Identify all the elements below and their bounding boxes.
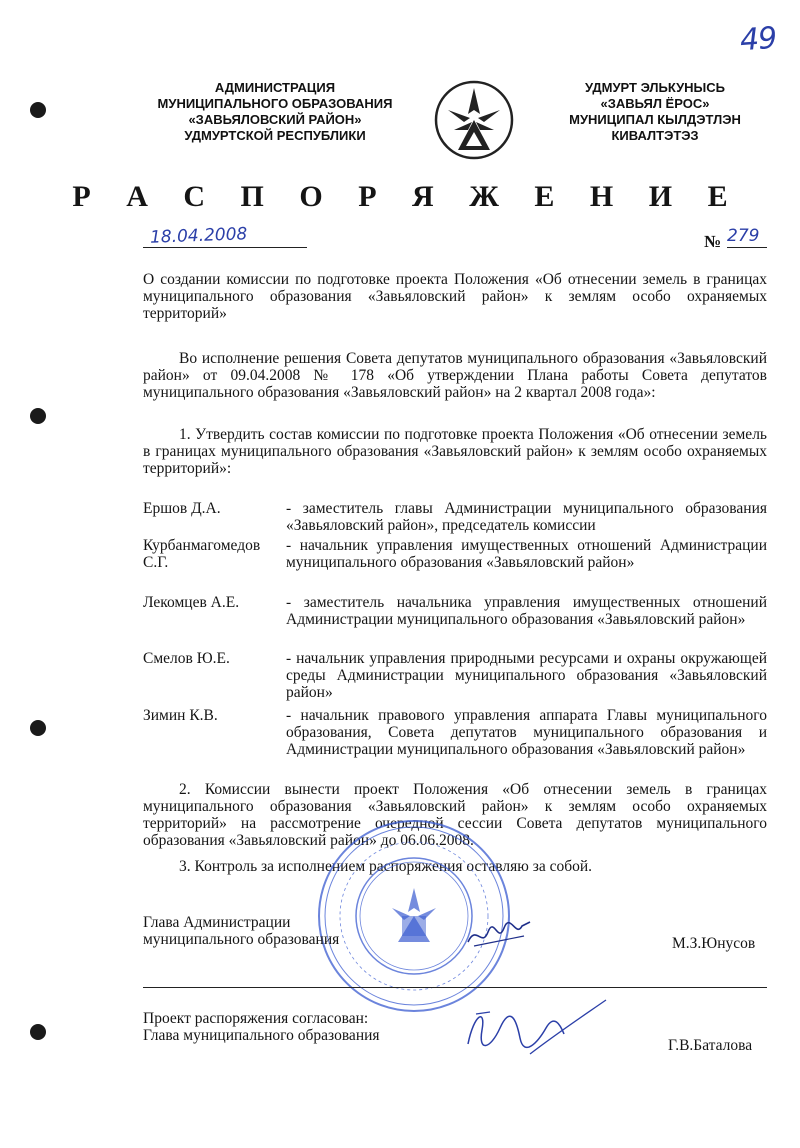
signatory-position-line: муниципального образования	[143, 931, 340, 948]
member-role: - начальник управления имущественных отношений Администрации муниципального образования «Завьяловский район»	[286, 537, 767, 571]
item-1-text: 1. Утвердить состав комиссии по подготовке проекта Положения «Об отнесении земель в границах муниципального образования «Завьяловский район» к землям особо охраняемых территорий»:	[143, 426, 767, 477]
punch-hole	[30, 720, 46, 736]
number-underline	[727, 247, 767, 248]
header-left-line: МУНИЦИПАЛЬНОГО ОБРАЗОВАНИЯ	[157, 96, 393, 111]
signatory-name: М.З.Юнусов	[672, 935, 756, 952]
signatory-position	[143, 914, 339, 948]
header-left-line: УДМУРТСКОЙ РЕСПУБЛИКИ	[184, 128, 366, 143]
preamble-text: Во исполнение решения Совета депутатов муниципального образования «Завьяловский район» от 09.04.2008 № 178 «Об утверждении Плана работы Совета депутатов муниципального образования «Завьяловский район» на 2 квартал 2008 года»:	[143, 350, 767, 401]
separator-line	[143, 987, 767, 988]
page-number: 49	[738, 20, 778, 59]
member-role: - начальник правового управления аппарата Главы муниципального образования, Совета депутатов муниципального образования и Администрации муниципального образования «Завьяловский район»	[286, 707, 767, 758]
subject-text: О создании комиссии по подготовке проекта Положения «Об отнесении земель в границах муниципального образования «Завьяловский район» к землям особо охраняемых территорий»	[143, 271, 767, 322]
member-name: Лекомцев А.Е.	[143, 594, 240, 611]
official-stamp	[314, 816, 514, 1016]
member-role: - начальник управления природными ресурсами и охраны окружающей среды Администрации муниципального образования «Завьяловский район»	[286, 650, 767, 701]
approval-block	[143, 1010, 380, 1044]
punch-hole	[30, 102, 46, 118]
document-title: Р А С П О Р Я Ж Е Н И Е	[72, 180, 742, 213]
member-role: - заместитель главы Администрации муниципального образования «Завьяловский район», председатель комиссии	[286, 500, 767, 534]
header-right-line: КИВАЛТЭТЭЗ	[611, 128, 699, 143]
approval-name: Г.В.Баталова	[668, 1037, 753, 1054]
member-name: Курбанмагомедов С.Г.	[143, 537, 261, 571]
approval-signature-scribble	[460, 994, 610, 1062]
header-right-line: МУНИЦИПАЛ КЫЛДЭТЛЭН	[569, 112, 741, 127]
header-left-line: АДМИНИСТРАЦИЯ	[214, 80, 336, 95]
number-label: №	[704, 232, 722, 251]
member-name: Смелов Ю.Е.	[143, 650, 230, 667]
header-left-line: «ЗАВЬЯЛОВСКИЙ РАЙОН»	[188, 112, 362, 127]
date-underline	[143, 247, 307, 248]
header-right	[540, 80, 770, 144]
header-right-line: УДМУРТ ЭЛЬКУНЫСЬ	[584, 80, 726, 95]
punch-hole	[30, 408, 46, 424]
item-3-text: 3. Контроль за исполнением распоряжения оставляю за собой.	[179, 858, 593, 875]
approval-line: Проект распоряжения согласован:	[143, 1010, 369, 1027]
item-2-text: 2. Комиссии вынести проект Положения «Об отнесении земель в границах муниципального образования «Завьяловский район» к землям особо охраняемых территорий» на рассмотрение очередной сессии Совета депутатов муниципального образования «Завьяловский район» до 06.06.2008.	[143, 781, 767, 849]
punch-hole	[30, 1024, 46, 1040]
coat-of-arms-logo	[434, 80, 514, 160]
member-name: Ершов Д.А.	[143, 500, 221, 517]
document-date: 18.04.2008	[149, 224, 248, 248]
header-left	[140, 80, 410, 144]
signature-scribble	[464, 918, 534, 950]
approval-line: Глава муниципального образования	[143, 1027, 380, 1044]
document-number: 279	[727, 226, 760, 246]
member-name: Зимин К.В.	[143, 707, 218, 724]
header-right-line: «ЗАВЬЯЛ ЁРОС»	[600, 96, 710, 111]
member-role: - заместитель начальника управления имущественных отношений Администрации муниципального образования «Завьяловский район»	[286, 594, 767, 628]
signatory-position-line: Глава Администрации	[143, 914, 291, 931]
